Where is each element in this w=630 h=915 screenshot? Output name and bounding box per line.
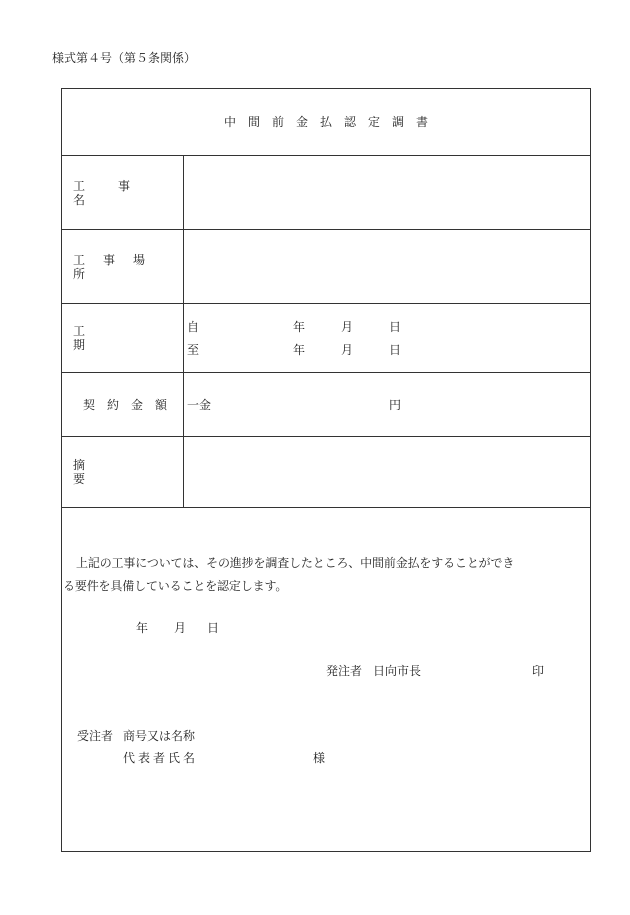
period-to-line (187, 343, 590, 357)
contract-amount-unit: 円 (389, 397, 402, 412)
period-from-day: 日 (389, 319, 402, 334)
summary-value-cell (184, 437, 590, 507)
contract-amount-prefix: 一金 (187, 397, 212, 412)
period-value-cell (184, 304, 590, 372)
contractor-label: 受注者 (77, 729, 114, 743)
contract-amount-label: 契約金額 (83, 397, 180, 412)
contract-amount-label-cell (62, 373, 184, 436)
certification-date-month: 月 (174, 621, 187, 635)
form-table (61, 88, 591, 852)
project-name-label-cell (62, 156, 184, 229)
title-row (62, 89, 590, 156)
period-to-day: 日 (389, 342, 402, 357)
project-location-value-cell (184, 230, 590, 303)
project-location-label-cell (62, 230, 184, 303)
period-from-month: 月 (341, 319, 354, 334)
contract-amount-value-cell (184, 373, 590, 436)
certification-date-day: 日 (207, 621, 220, 635)
project-location-label: 工事場所 (73, 252, 164, 281)
period-label: 工期 (73, 324, 164, 352)
issuer-label: 発注者 (326, 664, 363, 678)
honorific-sama: 様 (313, 751, 326, 765)
seal-mark: 印 (532, 664, 545, 678)
certification-date-year: 年 (136, 621, 149, 635)
period-to-month: 月 (341, 342, 354, 357)
project-name-label: 工事名 (73, 178, 164, 207)
issuer-name: 日向市長 (373, 664, 422, 678)
project-name-row (62, 156, 590, 230)
form-number: 様式第４号（第５条関係） (52, 51, 197, 65)
period-label-cell (62, 304, 184, 372)
project-location-row (62, 230, 590, 304)
company-name-label: 商号又は名称 (123, 729, 196, 743)
summary-row (62, 437, 590, 508)
contract-amount-line (187, 398, 590, 412)
period-from-year: 年 (293, 319, 306, 334)
period-row (62, 304, 590, 373)
contract-amount-row (62, 373, 590, 437)
period-from-prefix: 自 (187, 319, 200, 334)
form-title: 中間前金払認定調書 (223, 115, 440, 129)
certification-text-line1: 上記の工事については、その進捗を調査したところ、中間前金払をすることができ (76, 556, 515, 570)
representative-name-label: 代表者氏名 (123, 751, 199, 765)
summary-label-cell (62, 437, 184, 507)
certification-section (62, 508, 590, 851)
summary-label: 摘要 (73, 458, 164, 486)
period-to-prefix: 至 (187, 342, 200, 357)
period-from-line (187, 320, 590, 334)
project-name-value-cell (184, 156, 590, 229)
period-to-year: 年 (293, 342, 306, 357)
certification-text-line2: る要件を具備していることを認定します。 (63, 579, 288, 593)
